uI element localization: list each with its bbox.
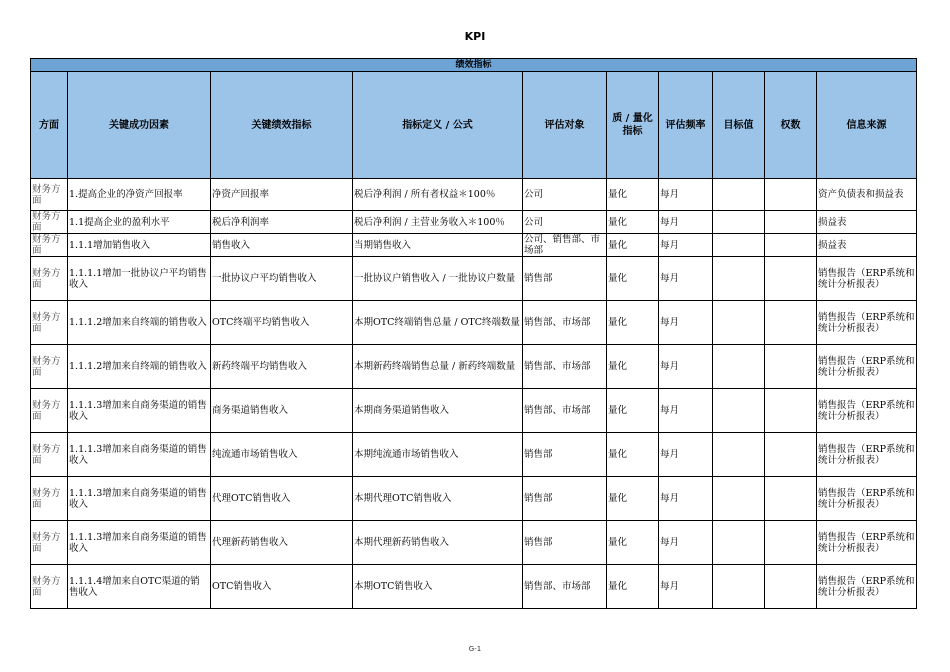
cell-indicator: 纯流通市场销售收入 [211,433,353,477]
cell-target: 公司 [523,211,607,234]
cell-frequency: 每月 [659,301,713,345]
cell-goal [713,565,765,609]
kpi-table [30,58,917,609]
cell-weight [765,477,817,521]
cell-weight [765,521,817,565]
cell-source: 损益表 [817,234,917,257]
cell-source: 销售报告（ERP系统和统计分析报表） [817,301,917,345]
cell-weight [765,211,817,234]
cell-target: 公司、销售部、市场部 [523,234,607,257]
cell-factor: 1.1提高企业的盈利水平 [68,211,211,234]
cell-source: 资产负债表和损益表 [817,179,917,211]
cell-type: 量化 [607,477,659,521]
cell-aspect: 财务方面 [31,565,68,609]
header-aspect: 方面 [31,72,68,179]
cell-definition: 当期销售收入 [353,234,523,257]
cell-definition: 一批协议户销售收入 / 一批协议户数量 [353,257,523,301]
header-target: 评估对象 [523,72,607,179]
cell-definition: 税后净利润 / 所有者权益＊100％ [353,179,523,211]
banner-title: 绩效指标 [31,59,917,72]
cell-source: 销售报告（ERP系统和统计分析报表） [817,565,917,609]
table-body [31,179,917,609]
cell-aspect: 财务方面 [31,179,68,211]
cell-factor: 1.1.1.3增加来自商务渠道的销售收入 [68,521,211,565]
cell-definition: 本期代理OTC销售收入 [353,477,523,521]
table-row [31,389,917,433]
table-row [31,234,917,257]
cell-weight [765,345,817,389]
cell-target: 销售部、市场部 [523,301,607,345]
cell-target: 销售部、市场部 [523,565,607,609]
header-factor: 关键成功因素 [68,72,211,179]
cell-goal [713,257,765,301]
cell-source: 销售报告（ERP系统和统计分析报表） [817,521,917,565]
cell-frequency: 每月 [659,234,713,257]
table-row [31,211,917,234]
cell-indicator: 一批协议户平均销售收入 [211,257,353,301]
cell-source: 销售报告（ERP系统和统计分析报表） [817,257,917,301]
cell-target: 销售部 [523,477,607,521]
table-row [31,565,917,609]
cell-type: 量化 [607,301,659,345]
cell-indicator: OTC销售收入 [211,565,353,609]
cell-source: 销售报告（ERP系统和统计分析报表） [817,433,917,477]
page-footer: G-1 [468,645,482,653]
cell-target: 销售部 [523,257,607,301]
cell-source: 销售报告（ERP系统和统计分析报表） [817,477,917,521]
cell-aspect: 财务方面 [31,234,68,257]
header-indicator: 关键绩效指标 [211,72,353,179]
cell-weight [765,179,817,211]
cell-factor: 1.1.1.3增加来自商务渠道的销售收入 [68,433,211,477]
cell-frequency: 每月 [659,345,713,389]
cell-aspect: 财务方面 [31,477,68,521]
cell-definition: 本期新药终端销售总量 / 新药终端数量 [353,345,523,389]
cell-frequency: 每月 [659,521,713,565]
table-row [31,179,917,211]
cell-frequency: 每月 [659,433,713,477]
cell-type: 量化 [607,257,659,301]
table-row [31,257,917,301]
cell-definition: 税后净利润 / 主营业务收入＊100％ [353,211,523,234]
cell-definition: 本期纯流通市场销售收入 [353,433,523,477]
header-frequency: 评估频率 [659,72,713,179]
cell-target: 销售部、市场部 [523,345,607,389]
cell-factor: 1.1.1.4增加来自OTC渠道的销售收入 [68,565,211,609]
cell-type: 量化 [607,345,659,389]
cell-frequency: 每月 [659,565,713,609]
cell-weight [765,433,817,477]
cell-goal [713,521,765,565]
cell-source: 销售报告（ERP系统和统计分析报表） [817,389,917,433]
header-source: 信息来源 [817,72,917,179]
cell-definition: 本期代理新药销售收入 [353,521,523,565]
table-row [31,433,917,477]
cell-target: 销售部 [523,521,607,565]
cell-goal [713,433,765,477]
cell-aspect: 财务方面 [31,301,68,345]
cell-indicator: 销售收入 [211,234,353,257]
cell-frequency: 每月 [659,211,713,234]
cell-frequency: 每月 [659,477,713,521]
cell-factor: 1.1.1.3增加来自商务渠道的销售收入 [68,477,211,521]
page-title: KPI [464,30,486,43]
header-goal: 目标值 [713,72,765,179]
banner-row [31,59,917,72]
cell-indicator: 代理新药销售收入 [211,521,353,565]
cell-source: 销售报告（ERP系统和统计分析报表） [817,345,917,389]
cell-weight [765,234,817,257]
cell-aspect: 财务方面 [31,345,68,389]
cell-weight [765,389,817,433]
cell-weight [765,257,817,301]
cell-indicator: 新药终端平均销售收入 [211,345,353,389]
cell-weight [765,301,817,345]
cell-goal [713,211,765,234]
cell-target: 销售部、市场部 [523,389,607,433]
cell-frequency: 每月 [659,389,713,433]
cell-factor: 1.1.1.1增加一批协议户平均销售收入 [68,257,211,301]
header-type: 质 / 量化指标 [607,72,659,179]
cell-source: 损益表 [817,211,917,234]
cell-type: 量化 [607,565,659,609]
cell-goal [713,477,765,521]
cell-frequency: 每月 [659,257,713,301]
cell-indicator: 商务渠道销售收入 [211,389,353,433]
table-row [31,477,917,521]
cell-weight [765,565,817,609]
cell-indicator: 税后净利润率 [211,211,353,234]
cell-type: 量化 [607,211,659,234]
cell-indicator: 净资产回报率 [211,179,353,211]
cell-definition: 本期商务渠道销售收入 [353,389,523,433]
cell-aspect: 财务方面 [31,433,68,477]
cell-factor: 1.1.1增加销售收入 [68,234,211,257]
cell-type: 量化 [607,389,659,433]
cell-aspect: 财务方面 [31,211,68,234]
cell-definition: 本期OTC终端销售总量 / OTC终端数量 [353,301,523,345]
header-definition: 指标定义 / 公式 [353,72,523,179]
cell-goal [713,179,765,211]
cell-type: 量化 [607,234,659,257]
cell-type: 量化 [607,179,659,211]
cell-frequency: 每月 [659,179,713,211]
cell-factor: 1.1.1.3增加来自商务渠道的销售收入 [68,389,211,433]
cell-indicator: 代理OTC销售收入 [211,477,353,521]
cell-aspect: 财务方面 [31,389,68,433]
cell-goal [713,389,765,433]
cell-goal [713,301,765,345]
header-weight: 权数 [765,72,817,179]
cell-indicator: OTC终端平均销售收入 [211,301,353,345]
cell-type: 量化 [607,433,659,477]
table-row [31,521,917,565]
table-row [31,301,917,345]
cell-goal [713,345,765,389]
cell-target: 销售部 [523,433,607,477]
cell-definition: 本期OTC销售收入 [353,565,523,609]
cell-factor: 1.1.1.2增加来自终端的销售收入 [68,301,211,345]
table-row [31,345,917,389]
cell-factor: 1.提高企业的净资产回报率 [68,179,211,211]
cell-aspect: 财务方面 [31,521,68,565]
cell-goal [713,234,765,257]
cell-target: 公司 [523,179,607,211]
header-row [31,72,917,179]
cell-factor: 1.1.1.2增加来自终端的销售收入 [68,345,211,389]
cell-aspect: 财务方面 [31,257,68,301]
cell-type: 量化 [607,521,659,565]
